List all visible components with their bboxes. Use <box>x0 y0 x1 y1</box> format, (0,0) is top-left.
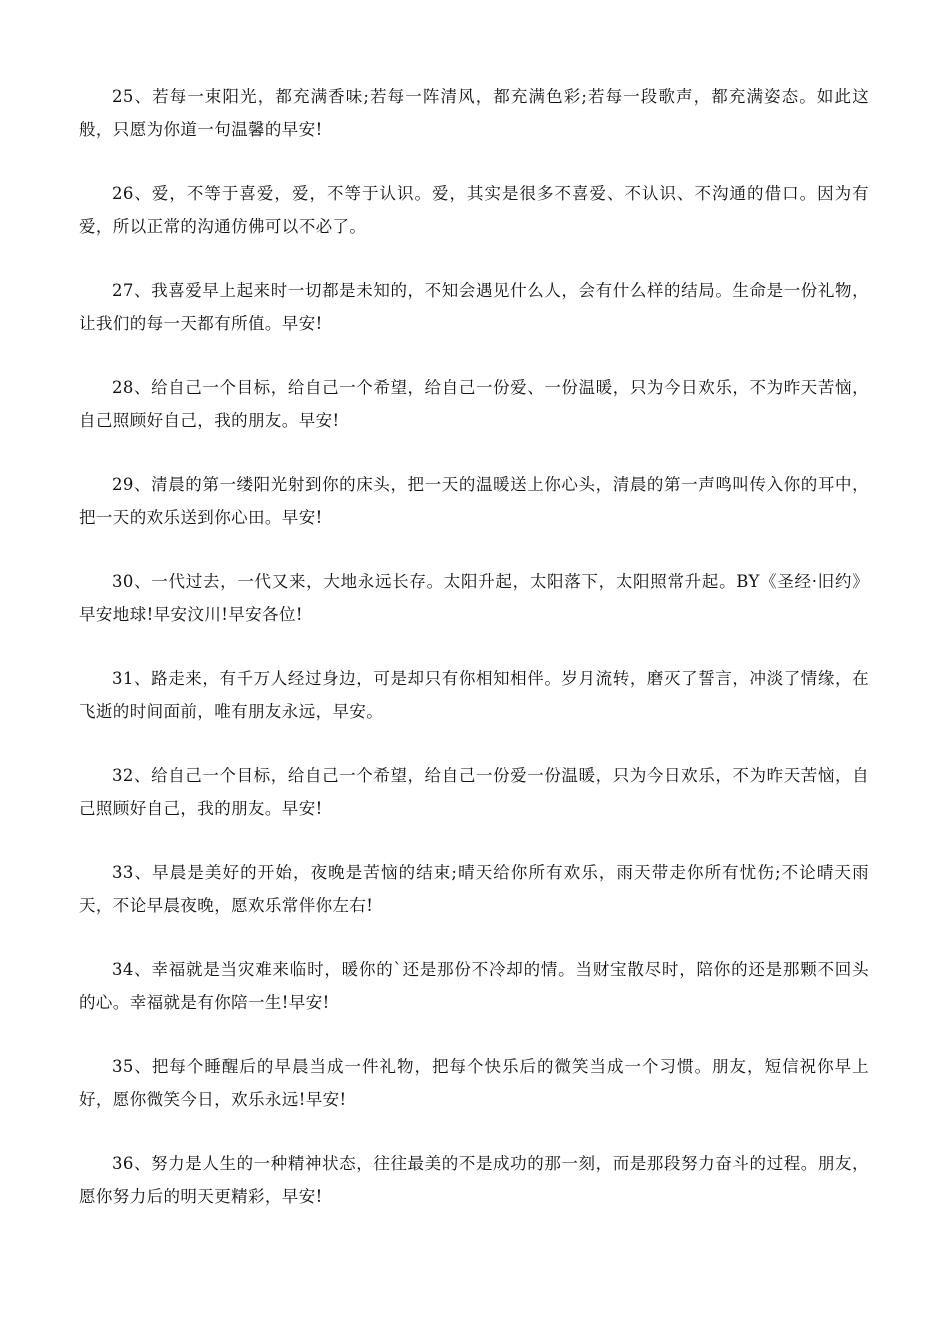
paragraph-33: 33、早晨是美好的开始，夜晚是苦恼的结束;晴天给你所有欢乐，雨天带走你所有忧伤;不论晴天雨天，不论早晨夜晚，愿欢乐常伴你左右! <box>79 863 869 915</box>
paragraph-36: 36、努力是人生的一种精神状态，往往最美的不是成功的那一刻，而是那段努力奋斗的过程。朋友，愿你努力后的明天更精彩，早安! <box>79 1154 869 1206</box>
paragraph-29: 29、清晨的第一缕阳光射到你的床头，把一天的温暖送上你心头，清晨的第一声鸣叫传入你的耳中，把一天的欢乐送到你心田。早安! <box>79 475 869 527</box>
document-body <box>79 80 869 1244</box>
paragraph-27: 27、我喜爱早上起来时一切都是未知的，不知会遇见什么人，会有什么样的结局。生命是一份礼物，让我们的每一天都有所值。早安! <box>79 281 869 333</box>
paragraph-28: 28、给自己一个目标，给自己一个希望，给自己一份爱、一份温暖，只为今日欢乐，不为昨天苦恼，自己照顾好自己，我的朋友。早安! <box>79 378 869 430</box>
paragraph-25: 25、若每一束阳光，都充满香味;若每一阵清风，都充满色彩;若每一段歌声，都充满姿态。如此这般，只愿为你道一句温馨的早安! <box>79 87 869 139</box>
paragraph-31: 31、路走来，有千万人经过身边，可是却只有你相知相伴。岁月流转，磨灭了誓言，冲淡了情缘，在飞逝的时间面前，唯有朋友永远，早安。 <box>79 669 869 721</box>
paragraph-35: 35、把每个睡醒后的早晨当成一件礼物，把每个快乐后的微笑当成一个习惯。朋友，短信祝你早上好，愿你微笑今日，欢乐永远!早安! <box>79 1057 869 1109</box>
paragraph-30: 30、一代过去，一代又来，大地永远长存。太阳升起，太阳落下，太阳照常升起。BY《圣经·旧约》早安地球!早安汶川!早安各位! <box>79 572 869 624</box>
paragraph-34: 34、幸福就是当灾难来临时，暖你的`还是那份不冷却的情。当财宝散尽时，陪你的还是那颗不回头的心。幸福就是有你陪一生!早安! <box>79 960 869 1012</box>
paragraph-32: 32、给自己一个目标，给自己一个希望，给自己一份爱一份温暖，只为今日欢乐，不为昨天苦恼，自己照顾好自己，我的朋友。早安! <box>79 766 869 818</box>
paragraph-26: 26、爱，不等于喜爱，爱，不等于认识。爱，其实是很多不喜爱、不认识、不沟通的借口。因为有爱，所以正常的沟通仿佛可以不必了。 <box>79 184 869 236</box>
